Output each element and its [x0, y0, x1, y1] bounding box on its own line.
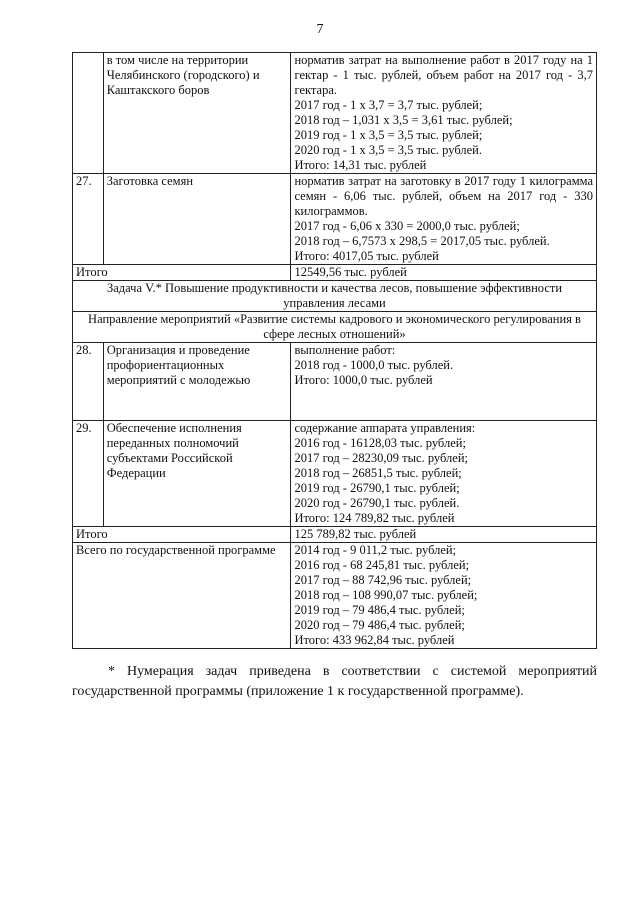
footnote: * Нумерация задач приведена в соответствии с системой мероприятий государственной программы (приложение 1 к государственной программе). [72, 664, 597, 699]
value-total-line: Итого: 1000,0 тыс. рублей [294, 373, 433, 387]
page-number: 7 [316, 22, 324, 37]
activity-name-cell: Организация и проведение профориентационных мероприятий с молодежью [103, 343, 291, 421]
task-heading: Задача V.* Повышение продуктивности и качества лесов, повышение эффективности управления лесами [73, 281, 597, 312]
value-line: выполнение работ: [294, 343, 396, 357]
value-line: 2020 год - 26790,1 тыс. рублей. [294, 496, 460, 510]
value-line: 2019 год – 79 486,4 тыс. рублей; [294, 603, 465, 617]
value-total-line: Итого: 433 962,84 тыс. рублей [294, 633, 455, 647]
activity-name-cell [103, 53, 291, 174]
subtotal-value: 125 789,82 тыс. рублей [291, 527, 597, 543]
grand-total-row [73, 543, 597, 649]
value-line: 2018 год - 1000,0 тыс. рублей. [294, 358, 454, 372]
value-cell [291, 343, 597, 421]
activity-name-cell: Заготовка семян [103, 174, 291, 265]
value-line: 2016 год - 68 245,81 тыс. рублей; [294, 558, 470, 572]
subtotal-row [73, 265, 597, 281]
row-number-cell: 27. [73, 174, 104, 265]
grand-total-label: Всего по государственной программе [73, 543, 291, 649]
subtotal-row [73, 527, 597, 543]
activity-name: в том числе на территории Челябинского (городского) и Каштакского боров [106, 53, 260, 97]
value-total-line: Итого: 14,31 тыс. рублей [294, 158, 427, 172]
value-line: 2019 год - 1 х 3,5 = 3,5 тыс. рублей; [294, 128, 483, 142]
program-table [72, 52, 597, 649]
table-row [73, 343, 597, 421]
value-line: 2017 год - 6,06 х 330 = 2000,0 тыс. рублей; [294, 219, 520, 233]
activity-name-cell: Обеспечение исполнения переданных полномочий субъектами Российской Федерации [103, 421, 291, 527]
value-total-line: Итого: 4017,05 тыс. рублей [294, 249, 439, 263]
value-line: 2019 год - 26790,1 тыс. рублей; [294, 481, 460, 495]
value-total-line: Итого: 124 789,82 тыс. рублей [294, 511, 455, 525]
row-number-cell: 29. [73, 421, 104, 527]
grand-total-cell [291, 543, 597, 649]
value-line: 2016 год - 16128,03 тыс. рублей; [294, 436, 466, 450]
value-cell [291, 174, 597, 265]
table-row [73, 174, 597, 265]
value-intro: норматив затрат на заготовку в 2017 году 1 килограмма семян - 6,06 тыс. рублей, объем на 2017 год - 330 килограммов. [294, 174, 593, 218]
value-intro: норматив затрат на выполнение работ в 2017 году на 1 гектар - 1 тыс. рублей, объем работ на 2017 год - 3,7 гектара. [294, 53, 593, 97]
subtotal-value: 12549,56 тыс. рублей [291, 265, 597, 281]
value-line: 2018 год – 108 990,07 тыс. рублей; [294, 588, 478, 602]
value-line: 2017 год - 1 х 3,7 = 3,7 тыс. рублей; [294, 98, 483, 112]
direction-heading-row [73, 312, 597, 343]
direction-heading: Направление мероприятий «Развитие системы кадрового и экономического регулирования в сфере лесных отношений» [73, 312, 597, 343]
row-number-cell: 28. [73, 343, 104, 421]
value-line: 2017 год – 88 742,96 тыс. рублей; [294, 573, 472, 587]
value-line: 2018 год – 6,7573 х 298,5 = 2017,05 тыс. рублей. [294, 234, 550, 248]
value-line: 2017 год – 28230,09 тыс. рублей; [294, 451, 469, 465]
value-line: 2018 год – 1,031 х 3,5 = 3,61 тыс. рублей; [294, 113, 513, 127]
value-cell [291, 421, 597, 527]
value-line: 2014 год - 9 011,2 тыс. рублей; [294, 543, 457, 557]
value-cell [291, 53, 597, 174]
task-heading-row [73, 281, 597, 312]
value-line: 2020 год – 79 486,4 тыс. рублей; [294, 618, 465, 632]
subtotal-label: Итого [73, 265, 291, 281]
subtotal-label: Итого [73, 527, 291, 543]
row-number-cell [73, 53, 104, 174]
value-line: 2018 год – 26851,5 тыс. рублей; [294, 466, 462, 480]
value-line: 2020 год - 1 х 3,5 = 3,5 тыс. рублей. [294, 143, 482, 157]
value-line: содержание аппарата управления: [294, 421, 476, 435]
table-row [73, 421, 597, 527]
table-row [73, 53, 597, 174]
